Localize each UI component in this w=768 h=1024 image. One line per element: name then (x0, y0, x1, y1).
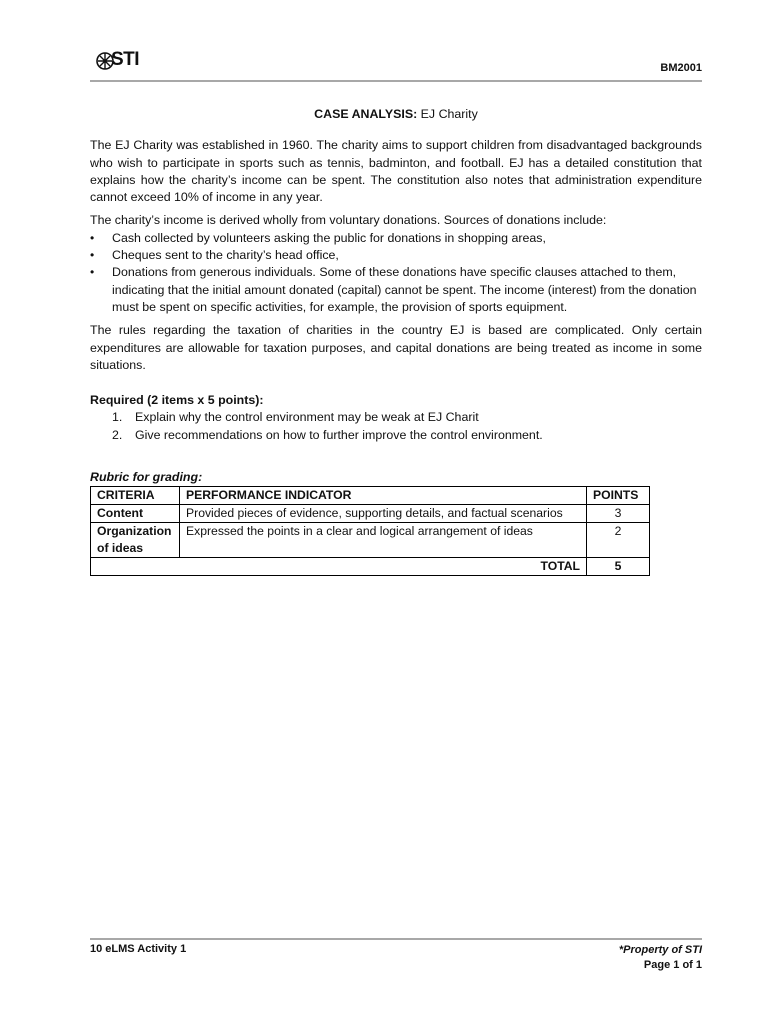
rubric-title: Rubric for grading: (90, 470, 203, 485)
case-title (90, 106, 702, 123)
total-value: 5 (587, 558, 650, 576)
indicator-cell: Provided pieces of evidence, supporting details, and factual scenarios (180, 505, 587, 523)
paragraph-intro: The EJ Charity was established in 1960. The charity aims to support children from disadvantaged backgrounds who wish to participate in sports such as tennis, badminton, and football. EJ has a detailed constitution that explains how the charity’s income can be spent. The constitution also notes that administration expenditure cannot exceed 10% of income in any year. (90, 138, 702, 205)
footer-activity: 10 eLMS Activity 1 (90, 943, 187, 955)
bullet-icon: • (90, 248, 95, 263)
total-label: TOTAL (91, 558, 587, 576)
bullet-icon: • (90, 230, 95, 245)
footer-right (619, 943, 702, 973)
points-cell: 2 (587, 523, 650, 558)
case-title-text: EJ Charity (417, 107, 478, 121)
list-item-text: Cheques sent to the charity’s head office, (112, 248, 339, 263)
rubric-table (90, 486, 650, 576)
indicator-cell: Expressed the points in a clear and logical arrangement of ideas (180, 523, 587, 558)
column-header: CRITERIA (91, 487, 180, 505)
document-code: BM2001 (660, 62, 702, 74)
required-item-number: 2. (112, 427, 123, 442)
criteria-cell: Organization of ideas (91, 523, 180, 558)
list-item (90, 230, 702, 247)
required-item (90, 427, 702, 444)
points-cell: 3 (587, 505, 650, 523)
column-header: PERFORMANCE INDICATOR (180, 487, 587, 505)
criteria-cell: Content (91, 505, 180, 523)
required-list (90, 409, 702, 444)
required-item-number: 1. (112, 410, 123, 425)
required-heading: Required (2 items x 5 points): (90, 393, 264, 408)
list-item (90, 247, 702, 264)
list-item-text: Cash collected by volunteers asking the public for donations in shopping areas, (112, 230, 546, 245)
required-item-text: Give recommendations on how to further improve the control environment. (135, 427, 543, 442)
paragraph-taxation: The rules regarding the taxation of charities in the country EJ is based are complicated. Only certain expenditures are allowable for taxation purposes, and capital donations are being treated as income in some situations. (90, 323, 702, 372)
column-header: POINTS (587, 487, 650, 505)
table-row (91, 523, 650, 558)
header-divider (90, 80, 702, 82)
bullet-icon: • (90, 265, 95, 280)
footer-divider (90, 938, 702, 940)
donation-sources-list (90, 230, 702, 316)
required-item (90, 409, 702, 426)
table-row (91, 505, 650, 523)
paragraph-income: The charity’s income is derived wholly from voluntary donations. Sources of donations include: (90, 213, 607, 228)
required-item-text: Explain why the control environment may be weak at EJ Charit (135, 410, 479, 425)
footer-page-number: Page 1 of 1 (643, 959, 702, 971)
document-body (90, 106, 702, 576)
case-title-label: CASE ANALYSIS: (314, 107, 418, 121)
footer-property: *Property of STI (618, 944, 702, 956)
sti-logo-text: STI (111, 49, 140, 70)
table-header-row (91, 487, 650, 505)
list-item (90, 264, 702, 316)
table-total-row (91, 558, 650, 576)
list-item-text: Donations from generous individuals. Some of these donations have specific clauses attached to them, indicating that the initial amount donated (capital) cannot be spent. The income (interest) from the donation must be spent on specific activities, for example, the provision of sports equipment. (112, 265, 697, 314)
